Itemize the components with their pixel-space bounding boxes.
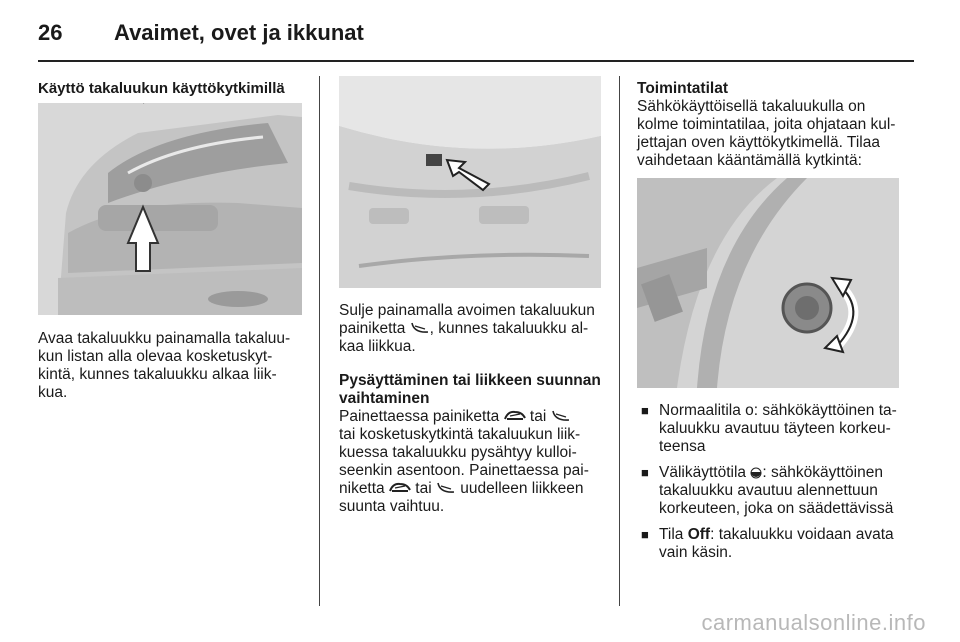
tailgate-icon <box>339 76 601 288</box>
list-line: korkeuteen, joka on säädettävissä <box>659 500 894 517</box>
list-line <box>659 526 912 544</box>
page-title: Avaimet, ovet ja ikkunat <box>114 20 364 45</box>
col3-line: Sähkökäyttöisellä takaluukulla on <box>637 98 866 115</box>
mode-list <box>637 402 912 562</box>
page-header <box>38 14 918 54</box>
door-switch-illustration <box>637 178 899 388</box>
col3-heading: Toimintatilat <box>637 80 728 97</box>
col1-line: kun listan alla olevaa kosketuskyt- <box>38 348 273 365</box>
col2-line <box>339 480 609 498</box>
col2-heading: vaihtaminen <box>339 390 430 407</box>
list-item <box>637 402 912 456</box>
col3-intro <box>637 80 909 170</box>
list-item <box>637 526 912 562</box>
car-side-icon <box>389 481 411 495</box>
text-run: Off <box>687 526 711 543</box>
half-circle-icon <box>750 467 762 479</box>
list-line: kaluukku avautuu täyteen korkeu- <box>659 420 891 437</box>
text-run: Painettaessa painiketta <box>339 408 504 425</box>
col2-heading: Pysäyttäminen tai liikkeen suunnan <box>339 372 601 389</box>
car-rear-icon <box>410 321 430 335</box>
watermark: carmanualsonline.info <box>701 610 926 635</box>
list-line: teensa <box>659 438 706 455</box>
text-run: Välikäyttötila <box>659 464 751 481</box>
col2-line: suunta vaihtuu. <box>339 498 445 515</box>
bullet-icon: ■ <box>641 527 649 542</box>
car-rear-icon <box>38 103 302 315</box>
text-run: niketta <box>339 480 389 497</box>
col2-line: Sulje painamalla avoimen takaluukun <box>339 302 595 319</box>
car-rear-icon <box>551 409 571 423</box>
col1-heading: Käyttö takaluukun käyttökytkimillä <box>38 80 285 97</box>
header-rule <box>38 60 914 62</box>
list-line <box>659 464 912 482</box>
col3-list <box>637 402 912 570</box>
col2-body <box>339 302 609 516</box>
col2-line: seenkin asentoon. Painettaessa pai- <box>339 462 589 479</box>
text-run: : takaluukku voidaan avata <box>710 526 894 543</box>
col2-line: kaa liikkua. <box>339 338 416 355</box>
door-switch-icon <box>637 178 899 388</box>
col2-line: kuessa takaluukku pysähtyy kulloi- <box>339 444 577 461</box>
text-run: painiketta <box>339 320 410 337</box>
col1-line: kua. <box>38 384 68 401</box>
list-line: Normaalitila o: sähkökäyttöinen ta- <box>659 402 897 419</box>
page-number: 26 <box>38 20 63 45</box>
tailgate-button-illustration <box>339 76 601 288</box>
col1-body <box>38 330 313 402</box>
car-side-icon <box>504 409 526 423</box>
col3-line: jettajan oven käyttökytkimellä. Tilaa <box>637 134 880 151</box>
car-rear-illustration <box>38 103 302 315</box>
col2-line: tai kosketuskytkintä takaluukun liik- <box>339 426 581 443</box>
col1-line: Avaa takaluukku painamalla takaluu- <box>38 330 291 347</box>
text-run: tai <box>410 480 436 497</box>
text-run: Tila <box>659 526 688 543</box>
col2-line <box>339 320 609 338</box>
column-divider-1 <box>319 76 320 606</box>
car-rear-icon <box>436 481 456 495</box>
text-run: , kunnes takaluukku al- <box>429 320 589 337</box>
text-run: tai <box>525 408 551 425</box>
col3-line: vaihdetaan kääntämällä kytkintä: <box>637 152 862 169</box>
col3-line: kolme toimintatilaa, joita ohjataan kul- <box>637 116 896 133</box>
text-run: uudelleen liikkeen <box>455 480 584 497</box>
list-line: takaluukku avautuu alennettuun <box>659 482 878 499</box>
bullet-icon: ■ <box>641 403 649 418</box>
column-1 <box>38 80 308 98</box>
bullet-icon: ■ <box>641 465 649 480</box>
col2-line <box>339 408 609 426</box>
col1-line: kintä, kunnes takaluukku alkaa liik- <box>38 366 277 383</box>
column-divider-2 <box>619 76 620 606</box>
list-line: vain käsin. <box>659 544 733 561</box>
list-item <box>637 464 912 518</box>
text-run: : sähkökäyttöinen <box>762 464 883 481</box>
